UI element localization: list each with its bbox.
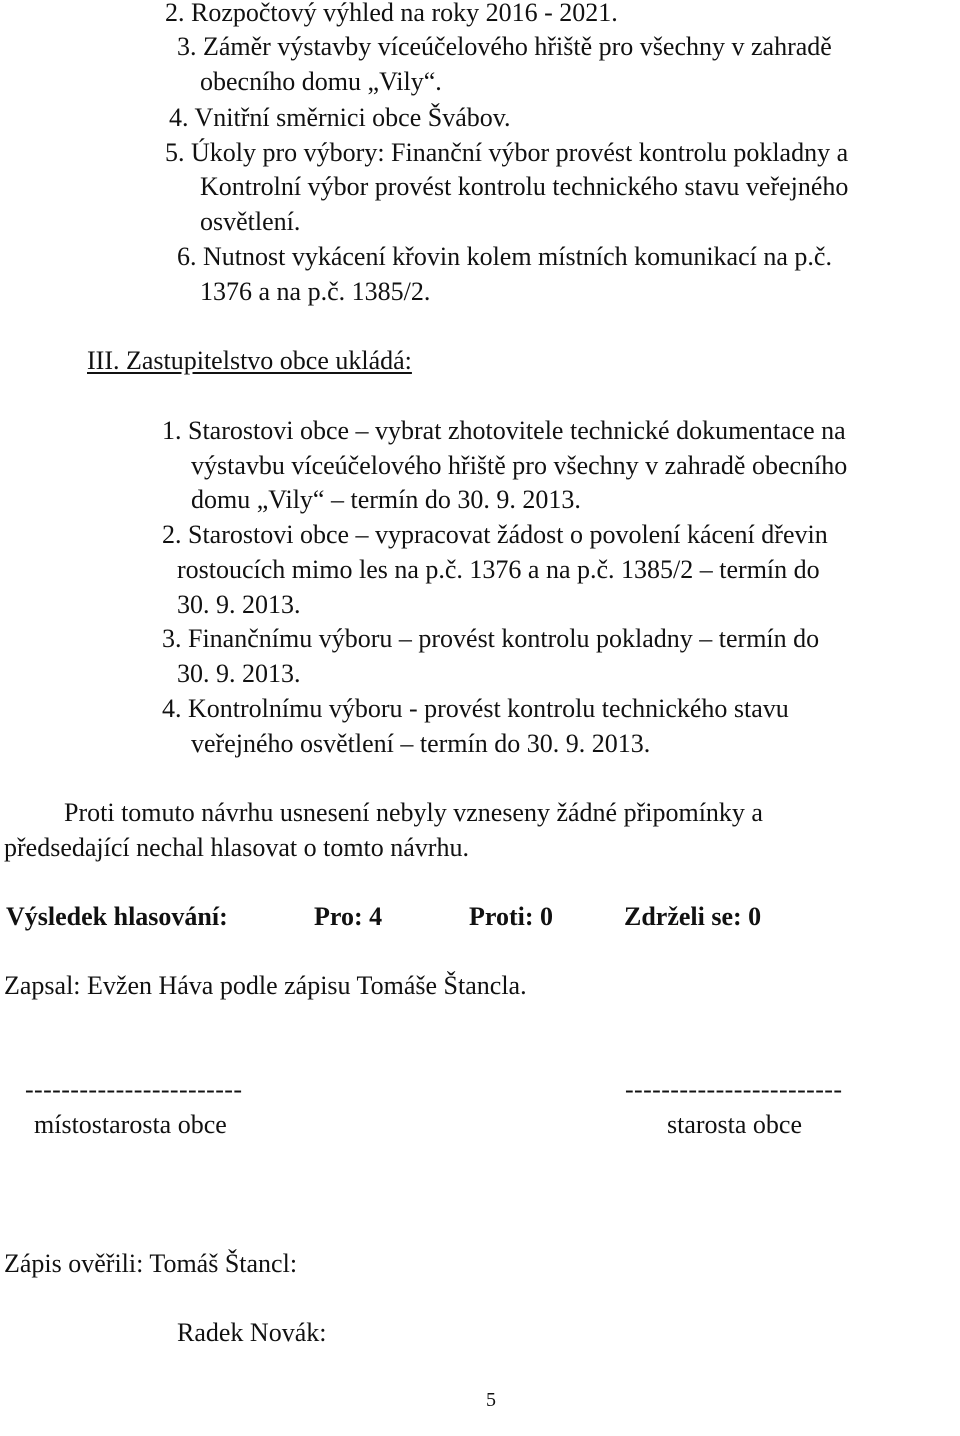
verified-second: Radek Novák: — [177, 1318, 327, 1347]
signature-line-right: ------------------------ — [625, 1075, 843, 1104]
signature-title-left: místostarosta obce — [34, 1110, 227, 1139]
page-number: 5 — [486, 1389, 496, 1411]
task-3-line-2: 30. 9. 2013. — [177, 659, 301, 688]
vote-proti: Proti: 0 — [469, 902, 553, 931]
signature-title-right: starosta obce — [667, 1110, 803, 1139]
task-3-line-1: 3. Finančnímu výboru – provést kontrolu pokladny – termín do — [162, 624, 820, 653]
item-5-line-1: 5. Úkoly pro výbory: Finanční výbor provést kontrolu pokladny a — [165, 138, 849, 167]
section-iii-heading: III. Zastupitelstvo obce ukládá: — [87, 346, 412, 375]
signature-line-left: ------------------------ — [25, 1075, 243, 1104]
item-5-line-2: Kontrolní výbor provést kontrolu technického stavu veřejného — [200, 172, 849, 201]
item-5-line-3: osvětlení. — [200, 207, 301, 236]
task-1-line-2: výstavbu víceúčelového hřiště pro všechny v zahradě obecního — [191, 451, 848, 480]
task-1-line-1: 1. Starostovi obce – vybrat zhotovitele technické dokumentace na — [162, 416, 846, 445]
task-2-line-3: 30. 9. 2013. — [177, 590, 301, 619]
task-4-line-1: 4. Kontrolnímu výboru - provést kontrolu technického stavu — [162, 694, 789, 723]
task-2-line-1: 2. Starostovi obce – vypracovat žádost o povolení kácení dřevin — [162, 520, 828, 549]
recorded-by: Zapsal: Evžen Háva podle zápisu Tomáše Štancla. — [4, 971, 527, 1000]
statement-line-2: předsedající nechal hlasovat o tomto návrhu. — [4, 833, 469, 862]
item-2-line-1: 2. Rozpočtový výhled na roky 2016 - 2021. — [165, 0, 618, 27]
task-1-line-3: domu „Vily“ – termín do 30. 9. 2013. — [191, 485, 581, 514]
vote-zdrzeli: Zdrželi se: 0 — [624, 902, 762, 931]
item-3-line-1: 3. Záměr výstavby víceúčelového hřiště pro všechny v zahradě — [177, 32, 832, 61]
statement-line-1: Proti tomuto návrhu usnesení nebyly vzneseny žádné připomínky a — [64, 798, 763, 827]
item-6-line-1: 6. Nutnost vykácení křovin kolem místních komunikací na p.č. — [177, 242, 832, 271]
item-4-line-1: 4. Vnitřní směrnici obce Švábov. — [169, 103, 511, 132]
task-2-line-2: rostoucích mimo les na p.č. 1376 a na p.č. 1385/2 – termín do — [177, 555, 820, 584]
task-4-line-2: veřejného osvětlení – termín do 30. 9. 2013. — [191, 729, 651, 758]
vote-pro: Pro: 4 — [314, 902, 383, 931]
vote-label: Výsledek hlasování: — [6, 902, 228, 931]
item-3-line-2: obecního domu „Vily“. — [200, 67, 442, 96]
verified-label: Zápis ověřili: Tomáš Štancl: — [4, 1249, 298, 1278]
item-6-line-2: 1376 a na p.č. 1385/2. — [200, 277, 431, 306]
